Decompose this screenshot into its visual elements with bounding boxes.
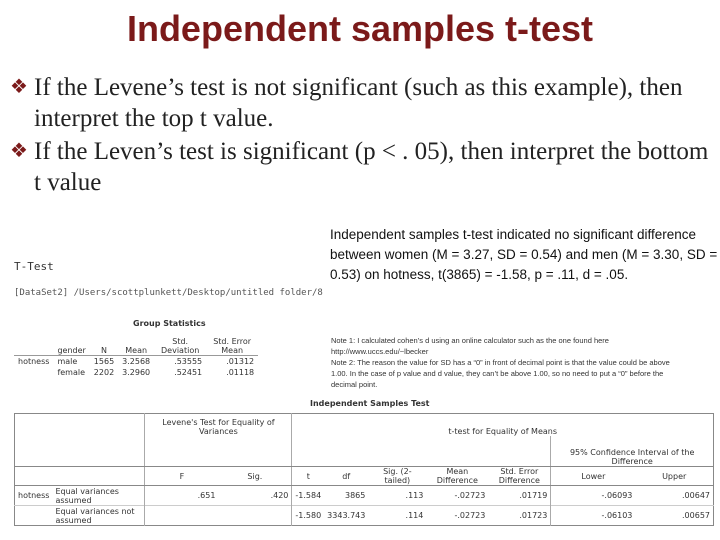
ttest-heading: T-Test	[14, 260, 54, 273]
independent-samples-test-title: Independent Samples Test	[310, 399, 430, 408]
slide-title: Independent samples t-test	[126, 8, 594, 49]
notes	[331, 335, 687, 390]
bullet-item	[10, 136, 710, 198]
variable-label: hotness	[18, 491, 50, 500]
spss-output	[0, 227, 720, 540]
note-2: Note 2: The reason the value for SD has a “0” in front of decimal point is that the value could be above 1.00. In the case of p value and d value, they can’t be above 1.00, so no need to put a “0” before the decimal point.	[331, 358, 670, 389]
table-header: df	[324, 467, 368, 486]
table-header: t	[292, 467, 324, 486]
table-header: Mean	[125, 346, 148, 355]
diamond-bullet-icon: ❖	[10, 76, 28, 98]
table-row: Equal variances not assumed -1.580 3343.743 .114 -.02723 .01723 -.06103 .00657	[15, 506, 714, 526]
levene-header: Levene's Test for Equality of Variances	[145, 414, 292, 437]
table-header: gender	[57, 346, 86, 355]
table-header: Mean Difference	[426, 467, 488, 486]
table-header: Std. Error Mean	[213, 337, 252, 355]
ci-header: 95% Confidence Interval of the Difference	[551, 436, 714, 467]
bullet-list	[10, 72, 710, 200]
independent-samples-test-table	[14, 413, 714, 526]
ttest-header: t-test for Equality of Means	[292, 414, 714, 437]
table-header: Lower	[551, 467, 636, 486]
diamond-bullet-icon: ❖	[10, 140, 28, 162]
table-header: Sig.	[218, 467, 291, 486]
table-row: hotness male 1565 3.2568 .53555 .01312	[14, 356, 258, 368]
group-statistics-table	[14, 331, 258, 378]
results-summary: Independent samples t-test indicated no significant difference between women (M = 3.27, SD = 0.54) and men (M = 3.30, SD = 0.53) on hotness, t(3865) = -1.58, p = .11, d = .05.	[330, 227, 718, 282]
bullet-text: If the Leven’s test is significant (p < . 05), then interpret the bottom t value	[34, 138, 709, 196]
variable-label: hotness	[14, 356, 53, 368]
table-header: Std. Error Difference	[488, 467, 551, 486]
bullet-text: If the Levene’s test is not significant (such as this example), then interpret the top t value.	[34, 74, 683, 132]
bullet-item	[10, 72, 710, 134]
table-header: Sig. (2-tailed)	[368, 467, 426, 486]
table-header: F	[145, 467, 218, 486]
table-row: female 2202 3.2960 .52451 .01118	[57, 368, 255, 377]
dataset-path: [DataSet2] /Users/scottplunkett/Desktop/untitled folder/8	[14, 288, 323, 298]
table-header: Std. Deviation	[161, 337, 200, 355]
table-row: hotness Equal variances assumed .651 .420 -1.584 3865 .113 -.02723 .01719 -.06093 .00647	[15, 486, 714, 506]
table-header: N	[100, 346, 107, 355]
table-header: Upper	[635, 467, 713, 486]
note-1: Note 1: I calculated cohen’s d using an online calculator such as the one found here http://www.uccs.edu/~lbecker	[331, 336, 609, 356]
group-statistics-title: Group Statistics	[133, 319, 206, 328]
